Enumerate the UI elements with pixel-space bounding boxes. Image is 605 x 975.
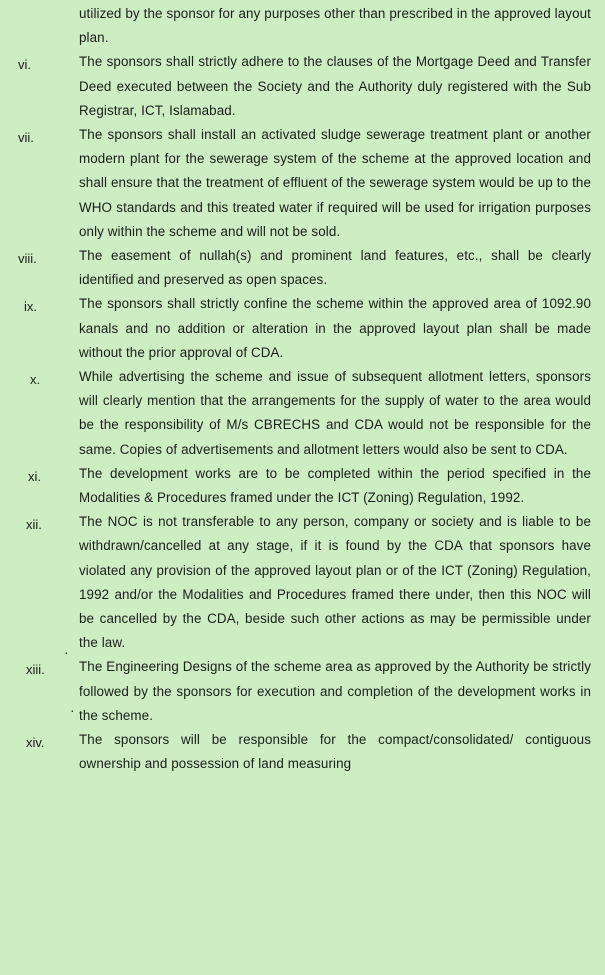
clause-continuation [16, 2, 591, 50]
clause-xii [16, 510, 591, 655]
clause-viii [16, 244, 591, 292]
clause-number: xiii. [26, 662, 45, 678]
stray-dot-mark: · [70, 702, 75, 718]
clause-text: The NOC is not transferable to any person, company or society and is liable to be withdrawn/cancelled at any stage, if it is found by the CDA that sponsors have violated any provision of the approved layout plan or of the ICT (Zoning) Regulation, 1992 and/or the Modalities and Procedures framed there under, then this NOC will be cancelled by the CDA, beside such other actions as may be permissible under the law. [79, 514, 591, 651]
clause-text: While advertising the scheme and issue of subsequent allotment letters, sponsors will clearly mention that the arrangements for the supply of water to the area would be the responsibility of M/s CBRECHS and CDA would not be responsible for the same. Copies of advertisements and allotment letters would also be sent to CDA. [79, 369, 591, 457]
clause-vii [16, 123, 591, 244]
clause-text: The sponsors shall strictly adhere to the clauses of the Mortgage Deed and Transfer Deed executed between the Society and the Authority duly registered with the Sub Registrar, ICT, Islamabad. [79, 54, 591, 118]
clause-xi [16, 462, 591, 510]
clause-number: viii. [18, 251, 37, 267]
clause-number: ix. [24, 299, 37, 315]
clause-text: The sponsors will be responsible for the compact/consolidated/ contiguous ownership and possession of land measuring [79, 732, 591, 772]
clause-text: The easement of nullah(s) and prominent land features, etc., shall be clearly identified and preserved as open spaces. [79, 248, 591, 288]
clause-text: The development works are to be completed within the period specified in the Modalities & Procedures framed under the ICT (Zoning) Regulation, 1992. [79, 465, 591, 506]
clause-text: The sponsors shall install an activated sludge sewerage treatment plant or another modern plant for the sewerage system of the scheme at the approved location and shall ensure that the treatment of effluent of the sewerage system would be up to the WHO standards and this treated water if required will be used for irrigation purposes only within the scheme and will not be sold. [79, 127, 591, 239]
clause-ix [16, 292, 591, 365]
clause-text: The sponsors shall strictly confine the scheme within the approved area of 1092.90 kanals and no addition or alteration in the approved layout plan shall be made without the prior approval of CDA. [79, 296, 591, 360]
clause-number: xiv. [26, 735, 45, 751]
clause-number: x. [30, 372, 41, 388]
stray-dot-mark: · [64, 644, 69, 660]
clause-text: The Engineering Designs of the scheme area as approved by the Authority be strictly followed by the sponsors for execution and completion of the development works in the scheme. [79, 659, 591, 723]
clause-number: vii. [18, 130, 34, 146]
clause-number: vi. [18, 57, 31, 73]
clause-vi [16, 50, 591, 123]
clause-xiii [16, 655, 591, 728]
clause-number-blank [16, 2, 79, 5]
clause-number: xi. [28, 468, 41, 484]
clause-number: xii. [26, 517, 42, 533]
clause-x [16, 365, 591, 462]
clause-xiv [16, 728, 591, 776]
clause-text: utilized by the sponsor for any purposes other than prescribed in the approved layout plan. [79, 6, 591, 46]
